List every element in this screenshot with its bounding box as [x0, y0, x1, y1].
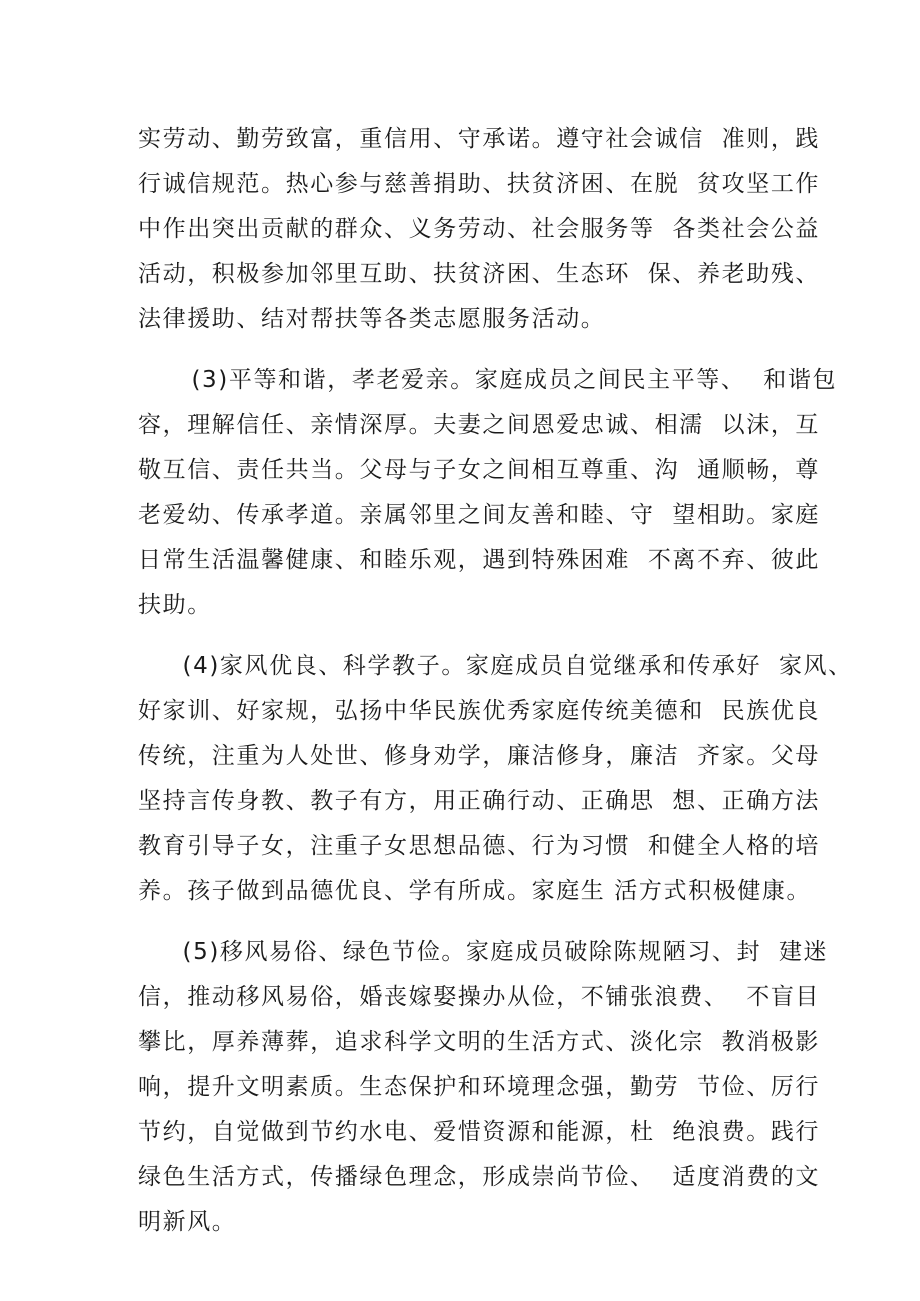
- text-line: 扶助。: [138, 592, 212, 618]
- paragraph-green-thrift: [138, 930, 829, 1245]
- text-line: (5)移风易俗、绿色节俭。家庭成员破除陈规陋习、封 建迷: [138, 939, 829, 965]
- text-line: 响，提升文明素质。生态保护和环境理念强，勤劳 节俭、厉行: [138, 1074, 821, 1100]
- text-line: 日常生活温馨健康、和睦乐观，遇到特殊困难 不离不弃、彼此: [138, 547, 821, 573]
- text-line: 法律援助、结对帮扶等各类志愿服务活动。: [138, 306, 606, 332]
- paragraph-family-tradition: [138, 644, 853, 914]
- text-line: 实劳动、勤劳致富，重信用、守承诺。遵守社会诚信 准则，践: [138, 126, 821, 152]
- text-line: 明新风。: [138, 1209, 237, 1235]
- paragraph-spacer: [138, 628, 798, 644]
- paragraph-spacer: [138, 342, 798, 358]
- text-line: 传统，注重为人处世、修身劝学，廉洁修身，廉洁 齐家。父母: [138, 743, 821, 769]
- text-line: 教育引导子女，注重子女思想品德、行为习惯 和健全人格的培: [138, 833, 821, 859]
- text-line: 绿色生活方式，传播绿色理念，形成崇尚节俭、 适度消费的文: [138, 1164, 821, 1190]
- text-line: 容，理解信任、亲情深厚。夫妻之间恩爱忠诚、相濡 以沫，互: [138, 412, 821, 438]
- text-line: (4)家风优良、科学教子。家庭成员自觉继承和传承好 家风、: [138, 653, 853, 679]
- text-line: 老爱幼、传承孝道。亲属邻里之间友善和睦、守 望相助。家庭: [138, 502, 821, 528]
- text-line: 养。孩子做到品德优良、学有所成。家庭生 活方式积极健康。: [138, 878, 812, 904]
- text-line: (3)平等和谐，孝老爱亲。家庭成员之间民主平等、 和谐包: [138, 367, 838, 393]
- text-line: 坚持言传身教、教子有方，用正确行动、正确思 想、正确方法: [138, 788, 821, 814]
- paragraph-volunteer-service: [138, 117, 821, 342]
- text-line: 敬互信、责任共当。父母与子女之间相互尊重、沟 通顺畅，尊: [138, 457, 821, 483]
- text-line: 信，推动移风易俗，婚丧嫁娶操办从俭，不铺张浪费、 不盲目: [138, 984, 821, 1010]
- paragraph-spacer: [138, 914, 798, 930]
- paragraph-equality-harmony: [138, 358, 838, 628]
- text-line: 节约，自觉做到节约水电、爱惜资源和能源，杜 绝浪费。践行: [138, 1119, 821, 1145]
- text-line: 好家训、好家规，弘扬中华民族优秀家庭传统美德和 民族优良: [138, 698, 821, 724]
- text-line: 行诚信规范。热心参与慈善捐助、扶贫济困、在脱 贫攻坚工作: [138, 171, 821, 197]
- text-line: 攀比，厚养薄葬，追求科学文明的生活方式、淡化宗 教消极影: [138, 1029, 821, 1055]
- text-line: 活动，积极参加邻里互助、扶贫济困、生态环 保、养老助残、: [138, 261, 821, 287]
- document-body: [138, 117, 853, 1245]
- text-line: 中作出突出贡献的群众、义务劳动、社会服务等 各类社会公益: [138, 216, 821, 242]
